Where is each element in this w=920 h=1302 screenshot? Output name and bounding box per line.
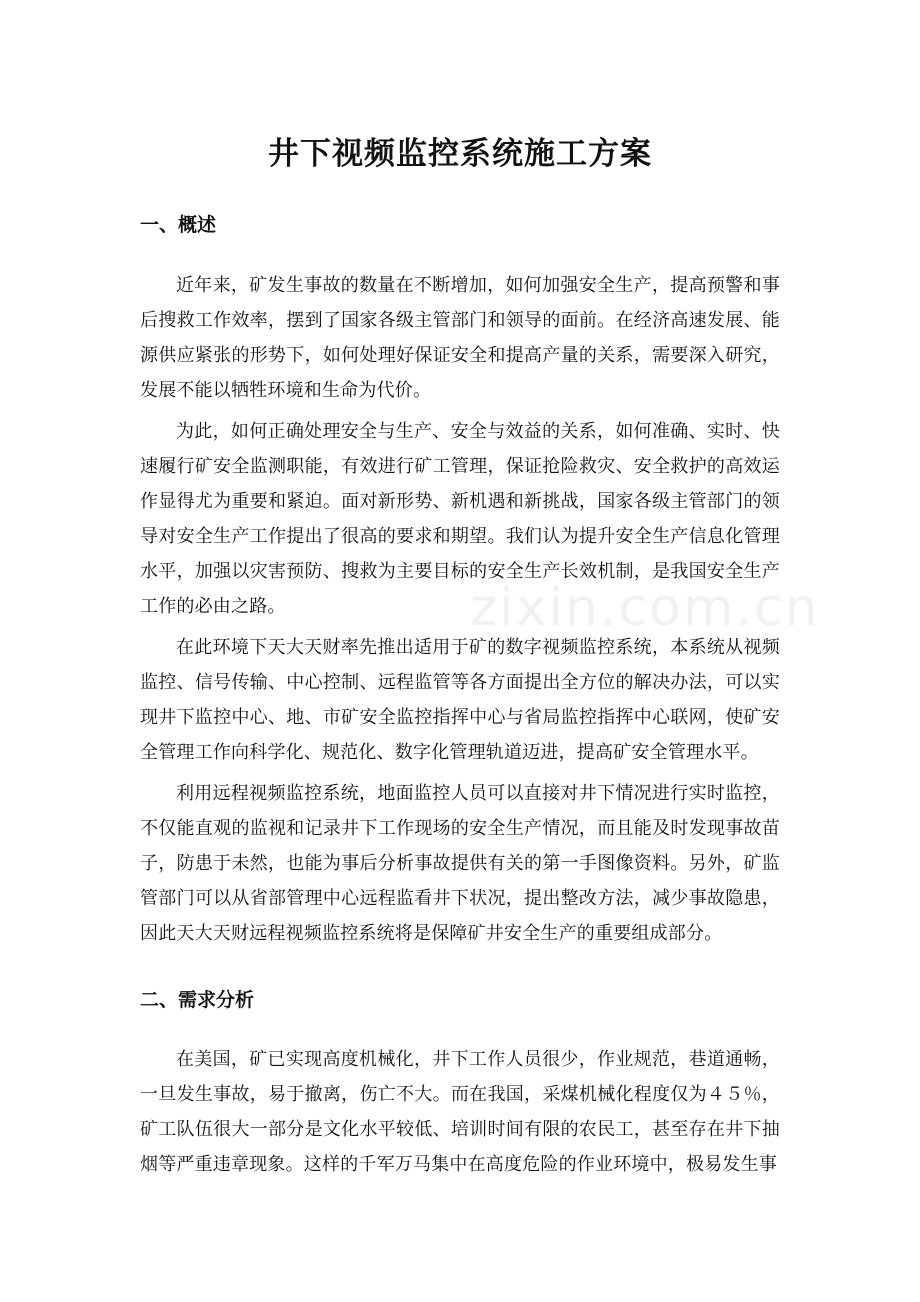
section-heading-requirements: 二、需求分析 <box>140 989 255 1011</box>
paragraph: 利用远程视频监控系统，地面监控人员可以直接对井下情况进行实时监控，不仅能直观的监视和记录井下工作现场的安全生产情况，而且能及时发现事故苗子，防患于未然，也能为事后分析事故提供有关的第一手图像资料。另外，矿监管部门可以从省部管理中心远程监看井下状况，提出整改方法，减少事故隐患，因此天大天财远程视频监控系统将是保障矿井安全生产的重要组成部分。 <box>140 783 780 944</box>
paragraph: 为此，如何正确处理安全与生产、安全与效益的关系，如何准确、实时、快速履行矿安全监测职能，有效进行矿工管理，保证抢险救灾、安全救护的高效运作显得尤为重要和紧迫。面对新形势、新机遇和新挑战，国家各级主管部门的领导对安全生产工作提出了很高的要求和期望。我们认为提升安全生产信息化管理水平，加强以灾害预防、搜救为主要目标的安全生产长效机制，是我国安全生产工作的必由之路。 <box>140 421 780 617</box>
watermark: zixin.com.cn <box>470 578 820 638</box>
paragraph: 在此环境下天大天财率先推出适用于矿的数字视频监控系统，本系统从视频监控、信号传输、中心控制、远程监管等各方面提出全方位的解决办法，可以实现井下监控中心、地、市矿安全监控指挥中心与省局监控指挥中心联网，使矿安全管理工作向科学化、规范化、数字化管理轨道迈进，提高矿安全管理水平。 <box>140 637 780 763</box>
paragraph: 在美国，矿已实现高度机械化，井下工作人员很少，作业规范，巷道通畅，一旦发生事故，易于撤离，伤亡不大。而在我国，采煤机械化程度仅为４５％，矿工队伍很大一部分是文化水平较低、培训时间有限的农民工，甚至存在井下抽烟等严重违章现象。这样的千军万马集中在高度危险的作业环境中，极易发生事 <box>140 1049 780 1175</box>
document-title: 井下视频监控系统施工方案 <box>268 136 652 172</box>
paragraph: 近年来，矿发生事故的数量在不断增加，如何加强安全生产，提高预警和事后搜救工作效率，摆到了国家各级主管部门和领导的面前。在经济高速发展、能源供应紧张的形势下，如何处理好保证安全和提高产量的关系，需要深入研究，发展不能以牺牲环境和生命为代价。 <box>140 275 780 401</box>
section-heading-overview: 一、概述 <box>140 214 217 236</box>
